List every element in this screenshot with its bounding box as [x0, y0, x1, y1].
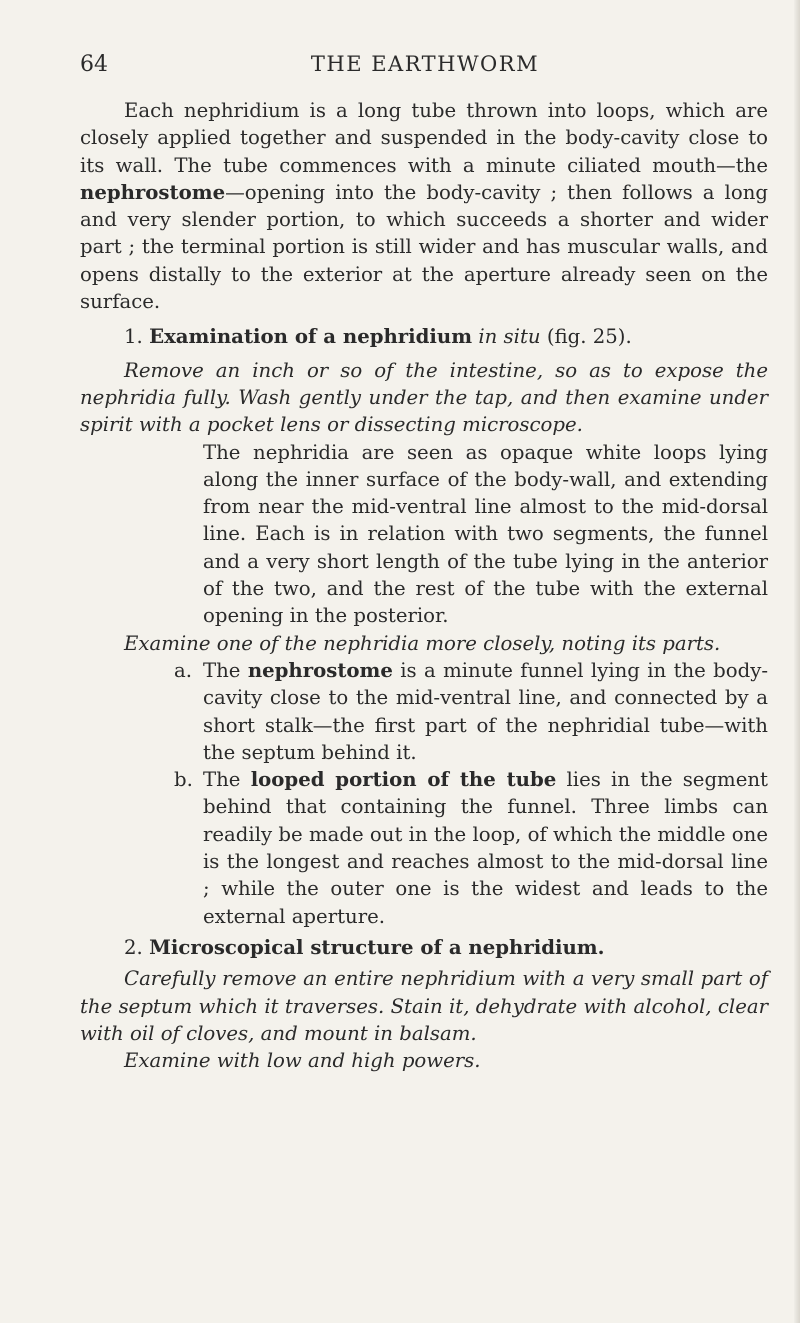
item-a-pre: The: [203, 658, 248, 682]
section-2-title: Microscopical structure of a nephridium.: [149, 935, 605, 959]
intro-text-2: —opening into the body-cavity ; then follows a long and very slender portion, to which succeeds a shorter and wider part ; the terminal portion is still wider and has muscular walls, and opens distally to the exterior at the aperture already seen on the surface.: [80, 180, 768, 314]
page-number: 64: [80, 52, 108, 77]
section-2-instruction-2: Examine with low and high powers.: [124, 1049, 481, 1073]
running-head: THE EARTHWORM: [310, 52, 540, 76]
section-1-number: 1.: [124, 325, 143, 349]
section-2-number: 2.: [124, 935, 143, 959]
intro-text-1: Each nephridium is a long tube thrown into loops, which are closely applied together and suspended in the body-cavity close to its wall. The tube commences with a minute ciliated mouth—the: [80, 99, 768, 177]
section-1-figure-ref: (fig. 25).: [546, 325, 632, 349]
item-a-term: nephrostome: [247, 658, 393, 682]
item-b-pre: The: [203, 768, 251, 792]
item-a-text: is a minute funnel lying in the body-cavity close to the mid-ventral line, and connected by a short stalk—the first part of the nephridial tube—with the septum behind it.: [203, 658, 768, 764]
page-body: [80, 97, 768, 1074]
term-nephrostome: nephrostome: [80, 180, 226, 204]
intro-paragraph: [80, 97, 768, 315]
section-2-heading: [80, 934, 768, 961]
page-header: [80, 52, 770, 82]
section-2-instruction: Carefully remove an entire nephridium with a very small part of the septum which it traverses. Stain it, dehydrate with alcohol, clear with oil of cloves, and mount in balsam.: [80, 967, 768, 1045]
item-b-label: b.: [174, 768, 193, 792]
list-item-b: [80, 766, 768, 930]
list-item-a: [80, 657, 768, 766]
section-1-instruction-2: Examine one of the nephridia more closely, noting its parts.: [124, 631, 721, 655]
item-b-term: looped portion of the tube: [250, 768, 557, 792]
section-1-instruction: Remove an inch or so of the intestine, so as to expose the nephridia fully. Wash gently under the tap, and then examine under spirit with a pocket lens or dissecting microscope.: [80, 358, 768, 437]
page-edge-shadow: [794, 0, 800, 1323]
section-1-heading: [80, 323, 768, 350]
item-b-text: lies in the segment behind that containing the funnel. Three limbs can readily be made out in the loop, of which the middle one is the longest and reaches almost to the mid-dorsal line ; while the outer one is the widest and leads to the external aperture.: [203, 768, 768, 928]
section-1-observation: The nephridia are seen as opaque white loops lying along the inner surface of the body-wall, and extending from near the mid-ventral line almost to the mid-dorsal line. Each is in relation with two segments, the funnel and a very short length of the tube lying in the anterior of the two, and the rest of the tube with the external opening in the posterior.: [203, 440, 768, 628]
section-1-title-italic: in situ: [478, 325, 541, 349]
section-1-title: Examination of a nephridium: [149, 325, 473, 349]
item-a-label: a.: [174, 658, 192, 682]
